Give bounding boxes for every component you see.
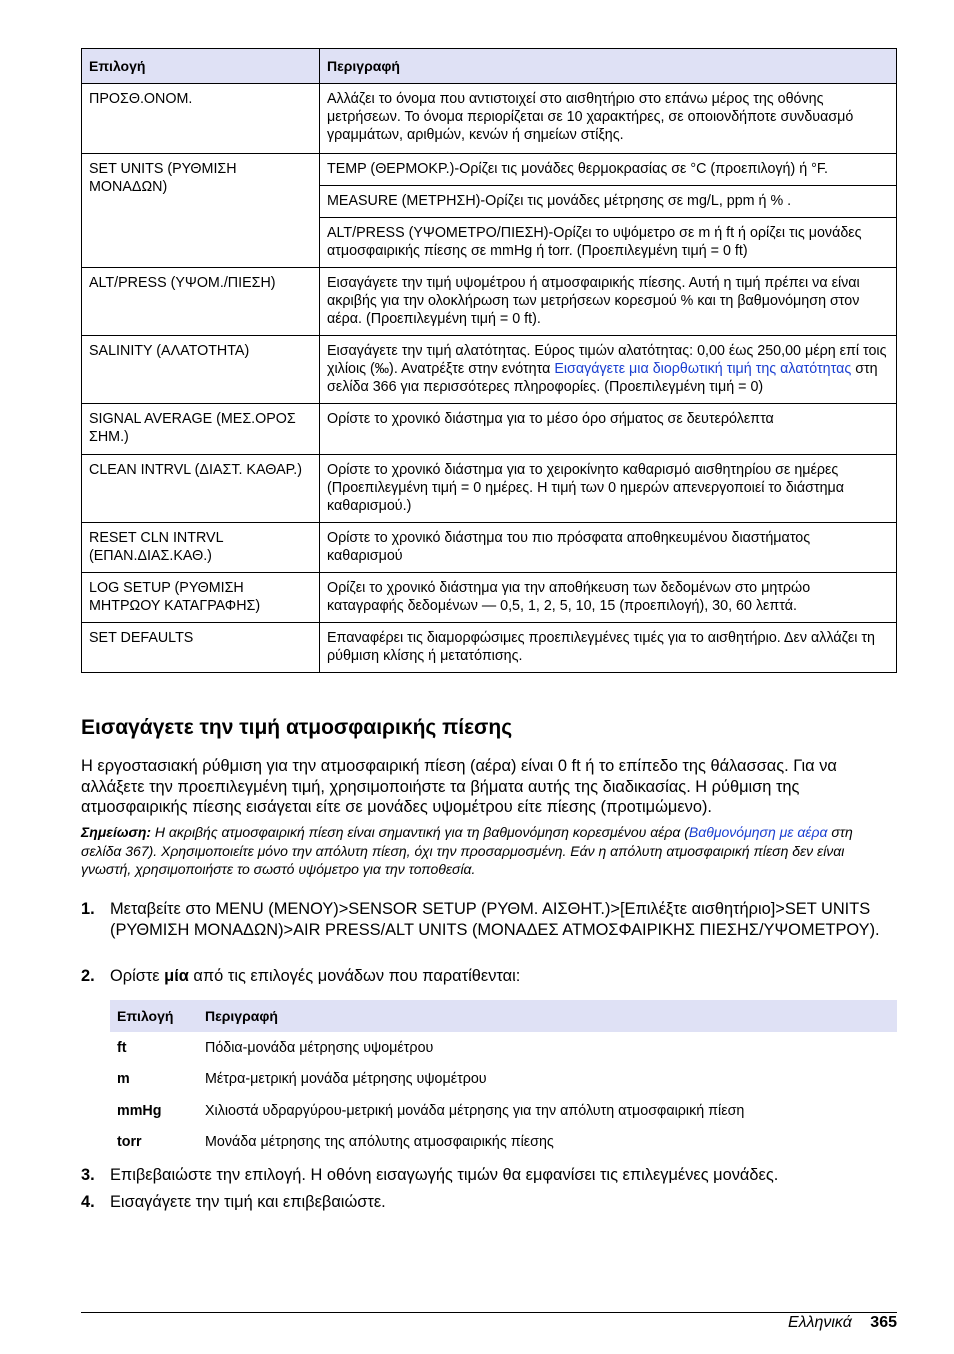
step-text: Επιβεβαιώστε την επιλογή. Η οθόνη εισαγωγής τιμών θα εμφανίσει τις επιλεγμένες μονάδες.: [110, 1166, 779, 1184]
column-header: Περιγραφή: [198, 1000, 897, 1032]
option-cell: SET DEFAULTS: [82, 623, 320, 673]
description-cell: Εισαγάγετε την τιμή υψομέτρου ή ατμοσφαιρικής πίεσης. Αυτή η τιμή πρέπει να είναι ακριβής για την ολοκλήρωση των μετρήσεων κορεσμού % και τη βαθμονόμηση στον αέρα. (Προεπιλεγμένη τιμή = 0 ft).: [320, 268, 897, 336]
section-title: Εισαγάγετε την τιμή ατμοσφαιρικής πίεσης: [81, 716, 513, 739]
column-header: Περιγραφή: [320, 49, 897, 84]
table-row: [82, 523, 897, 573]
table-row: [82, 336, 897, 404]
description-cell: Ορίζει το χρονικό διάστημα για την αποθήκευση των δεδομένων στο μητρώο καταγραφής δεδομένων — 0,5, 1, 2, 5, 10, 15 (προεπιλογή), 30, 60 λεπτά.: [320, 573, 897, 623]
table-header-row: [110, 1000, 897, 1032]
option-cell: RESET CLN INTRVL (ΕΠΑΝ.ΔΙΑΣ.ΚΑΘ.): [82, 523, 320, 573]
step-number: 2.: [81, 967, 95, 985]
description-cell: ALT/PRESS (ΥΨΟΜΕΤΡΟ/ΠΙΕΣΗ)-Ορίζει το υψόμετρο σε m ή ft ή ορίζει τις μονάδες ατμοσφαιρικής πίεσης σε mmHg ή torr. (Προεπιλεγμένη τιμή = 0 ft): [320, 218, 897, 268]
table-row: [82, 154, 897, 186]
option-cell: SET UNITS (ΡΥΘΜΙΣΗ ΜΟΝΑΔΩΝ): [82, 154, 320, 268]
option-cell: LOG SETUP (ΡΥΘΜΙΣΗ ΜΗΤΡΩΟΥ ΚΑΤΑΓΡΑΦΗΣ): [82, 573, 320, 623]
step-item: [81, 1192, 897, 1213]
table-row: [82, 623, 897, 673]
option-cell: ΠΡΟΣΘ.ΟΝΟΜ.: [82, 84, 320, 154]
step-text: Εισαγάγετε την τιμή και επιβεβαιώστε.: [110, 1193, 386, 1211]
unit-description: Χιλιοστά υδραργύρου-μετρική μονάδα μέτρησης για την απόλυτη ατμοσφαιρική πίεση: [205, 1102, 745, 1119]
table-header-row: [82, 49, 897, 84]
table-row: [110, 1127, 897, 1159]
description-text: Εισαγάγετε την τιμή αλατότητας. Εύρος τιμών αλατότητας: 0,00 έως 250,00 μέρη επί τοις χιλίοις (‰). Ανατρέξτε στην ενότητα: [327, 343, 887, 377]
step-text-emphasis: μία: [164, 967, 189, 985]
option-cell: CLEAN INTRVL (ΔΙΑΣΤ. ΚΑΘΑΡ.): [82, 455, 320, 523]
options-table: [81, 48, 897, 673]
option-cell: SALINITY (ΑΛΑΤΟΤΗΤΑ): [82, 336, 320, 404]
table-row: [82, 455, 897, 523]
step-number: 1.: [81, 900, 95, 918]
unit-option: m: [117, 1071, 130, 1088]
units-table: [110, 1000, 897, 1158]
cross-reference-link[interactable]: Βαθμονόμηση με αέρα: [688, 824, 828, 840]
unit-description: Μονάδα μέτρησης της απόλυτης ατμοσφαιρικής πίεσης: [205, 1134, 554, 1151]
unit-option: ft: [117, 1039, 127, 1056]
step-text-part: από τις επιλογές μονάδων που παρατίθενται:: [188, 967, 521, 985]
option-cell: SIGNAL AVERAGE (ΜΕΣ.ΟΡΟΣ ΣΗΜ.): [82, 404, 320, 455]
cross-reference-link[interactable]: Εισαγάγετε μια διορθωτική τιμή της αλατότητας: [554, 361, 852, 377]
table-row: [110, 1032, 897, 1064]
step-item: [81, 899, 897, 940]
unit-description: Πόδια-μονάδα μέτρησης υψομέτρου: [205, 1039, 434, 1056]
unit-option: mmHg: [117, 1102, 162, 1119]
column-header: Επιλογή: [110, 1000, 198, 1032]
table-row: [110, 1095, 897, 1127]
table-row: [82, 573, 897, 623]
intro-paragraph: Η εργοστασιακή ρύθμιση για την ατμοσφαιρική πίεση (αέρα) είναι 0 ft ή το επίπεδο της θάλασσας. Για να αλλάξετε την προεπιλεγμένη τιμή, χρησιμοποιήστε τα βήματα αυτής της διαδικασίας. Η ρύθμιση της ατμοσφαιρικής πίεσης εισάγεται είτε σε μονάδες υψομέτρου είτε πίεσης (προτιμώμενο).: [81, 757, 837, 816]
step-number: 3.: [81, 1166, 95, 1184]
table-row: [82, 268, 897, 336]
step-item: [81, 1165, 897, 1186]
description-cell: Ορίστε το χρονικό διάστημα του πιο πρόσφατα αποθηκευμένου διαστήματος καθαρισμού: [320, 523, 897, 573]
step-item: [81, 966, 897, 987]
note-text: Η ακριβής ατμοσφαιρική πίεση είναι σημαντική για τη βαθμονόμηση κορεσμένου αέρα (: [151, 824, 689, 840]
unit-option: torr: [117, 1134, 142, 1151]
option-cell: ALT/PRESS (ΥΨΟΜ./ΠΙΕΣΗ): [82, 268, 320, 336]
page-number: 365: [870, 1314, 897, 1331]
description-cell: Ορίστε το χρονικό διάστημα για το χειροκίνητο καθαρισμό αισθητηρίου σε ημέρες (Προεπιλεγμένη τιμή = 0 ημέρες. Η τιμή των 0 ημερών απενεργοποιεί το διάστημα καθαρισμού.): [320, 455, 897, 523]
step-text-part: Ορίστε: [110, 967, 165, 985]
table-row: [82, 404, 897, 455]
page-content: [81, 48, 897, 1211]
note-paragraph: [81, 823, 897, 879]
note-label: Σημείωση:: [81, 824, 152, 840]
note-text: στη σελίδα 367). Χρησιμοποιείτε μόνο την απόλυτη πίεση, όχι την προσαρμοσμένη. Εάν η απόλυτη ατμοσφαιρική πίεση δεν είναι γνωστή, χρησιμοποιήστε το σωστό υψόμετρο για την τοποθεσία.: [81, 824, 853, 877]
description-cell: Ορίστε το χρονικό διάστημα για το μέσο όρο σήματος σε δευτερόλεπτα: [320, 404, 897, 455]
step-number: 4.: [81, 1193, 95, 1211]
footer-divider: [81, 1312, 897, 1313]
unit-description: Μέτρα-μετρική μονάδα μέτρησης υψομέτρου: [205, 1071, 487, 1088]
page-footer: [788, 1313, 897, 1333]
description-cell: [320, 336, 897, 404]
description-cell: MEASURE (ΜΕΤΡΗΣΗ)-Ορίζει τις μονάδες μέτρησης σε mg/L, ppm ή % .: [320, 186, 897, 218]
description-cell: Αλλάζει το όνομα που αντιστοιχεί στο αισθητήριο στο επάνω μέρος της οθόνης μετρήσεων. Το όνομα περιορίζεται σε 10 χαρακτήρες, σε οποιονδήποτε συνδυασμό γραμμάτων, αριθμών, κενών ή σημείων στίξης.: [320, 84, 897, 154]
step-text: Μεταβείτε στο MENU (ΜΕΝΟΥ)>SENSOR SETUP (ΡΥΘΜ. ΑΙΣΘΗΤ.)>[Επιλέξτε αισθητήριο]>SET UNITS (ΡΥΘΜΙΣΗ ΜΟΝΑΔΩΝ)>AIR PRESS/ALT UNITS (ΜΟΝΑΔΕΣ ΑΤΜΟΣΦΑΙΡΙΚΗΣ ΠΙΕΣΗΣ/ΥΨΟΜΕΤΡΟΥ).: [110, 900, 880, 939]
step-text: [110, 966, 897, 987]
description-cell: Επαναφέρει τις διαμορφώσιμες προεπιλεγμένες τιμές για το αισθητήριο. Δεν αλλάζει τη ρύθμιση κλίσης ή μετατόπισης.: [320, 623, 897, 673]
table-row: [110, 1064, 897, 1096]
table-row: [82, 84, 897, 154]
description-cell: TEMP (ΘΕΡΜΟΚΡ.)-Ορίζει τις μονάδες θερμοκρασίας σε °C (προεπιλογή) ή °F.: [320, 154, 897, 186]
description-text: στη σελίδα 366 για περισσότερες πληροφορίες. (Προεπιλεγμένη τιμή = 0): [327, 361, 878, 395]
footer-language: Ελληνικά: [788, 1314, 852, 1331]
column-header: Επιλογή: [82, 49, 320, 84]
